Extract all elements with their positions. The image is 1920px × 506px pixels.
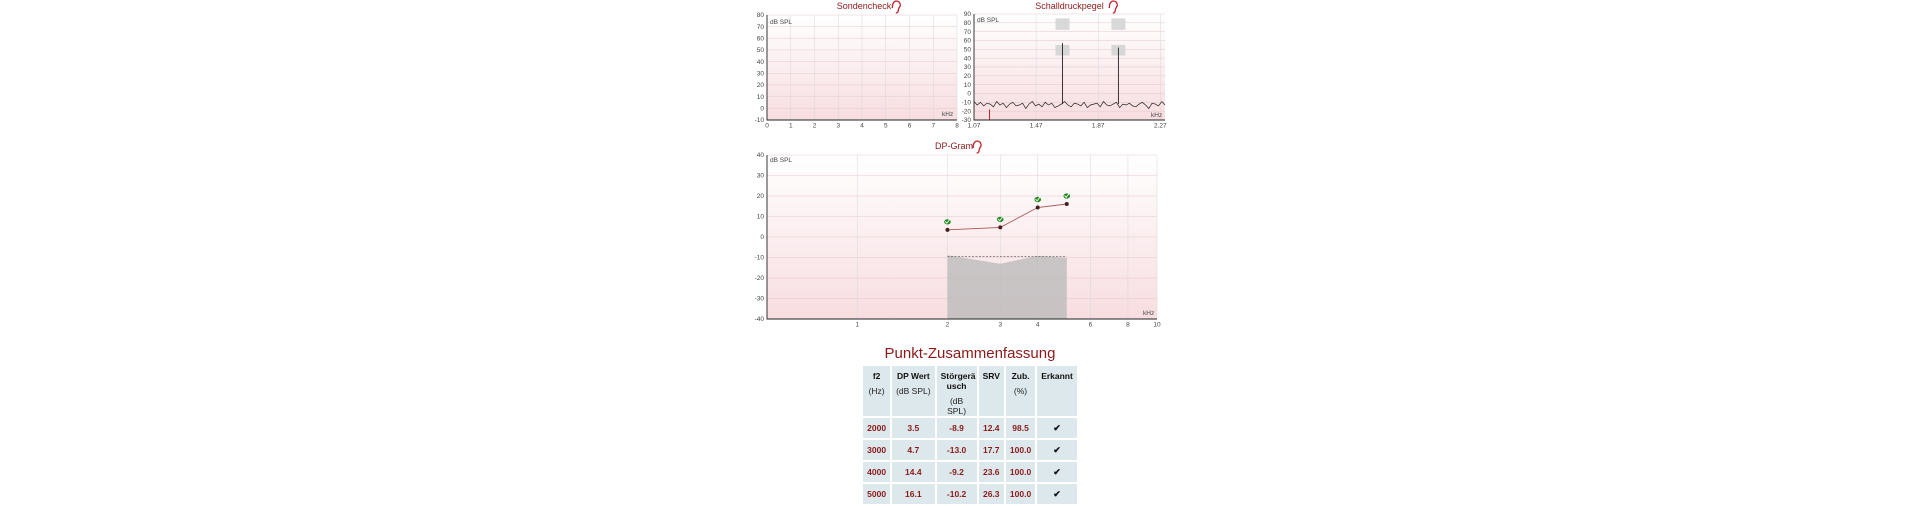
table-cell: 5000 [863, 484, 890, 504]
column-header-label: Zub. [1011, 371, 1030, 381]
y-tick-label: 10 [963, 81, 971, 89]
x-tick-label: 2 [812, 122, 817, 130]
table-row [863, 418, 1077, 438]
y-tick-label: 20 [963, 73, 971, 81]
x-tick-label: 7 [931, 122, 936, 130]
detected-check-cell: ✔ [1037, 462, 1077, 482]
table-cell: 3.5 [892, 418, 935, 438]
table-cell: 100.0 [1006, 484, 1035, 504]
panel-title: Schalldruckpegel [1035, 1, 1104, 11]
table-row [863, 462, 1077, 482]
y-unit-label: dB SPL [770, 19, 793, 26]
column-header [937, 366, 977, 416]
x-tick-label: 4 [1035, 321, 1040, 329]
y-tick-label: 80 [756, 12, 764, 20]
y-tick-label: -20 [961, 108, 971, 116]
detected-check-cell: ✔ [1037, 440, 1077, 460]
ear-icon [892, 1, 900, 13]
y-tick-label: 70 [963, 28, 971, 36]
y-tick-label: 0 [967, 90, 971, 98]
dp-point [945, 228, 949, 232]
table-cell: -13.0 [937, 440, 977, 460]
column-header-label: f2 [872, 371, 881, 381]
column-header-unit [983, 386, 1000, 396]
column-header [1037, 366, 1077, 416]
table-cell: -9.2 [937, 462, 977, 482]
x-tick-label: 1 [788, 122, 793, 130]
y-unit-label: dB SPL [770, 157, 793, 164]
y-tick-label: 30 [963, 64, 971, 72]
y-tick-label: 40 [963, 55, 971, 63]
stimulus-target-box [1111, 18, 1125, 29]
y-tick-label: 60 [756, 35, 764, 43]
x-unit-label: kHz [942, 111, 954, 118]
detected-check-icon [944, 219, 951, 224]
x-tick-label: 1.47 [1029, 122, 1043, 130]
y-tick-label: -10 [754, 117, 764, 125]
y-tick-label: 60 [963, 37, 971, 45]
y-tick-label: 10 [756, 213, 764, 221]
table-cell: 100.0 [1006, 462, 1035, 482]
column-header-label: DP Wert [896, 371, 930, 381]
y-tick-label: 80 [963, 20, 971, 28]
y-tick-label: -10 [754, 254, 764, 262]
column-header [863, 366, 890, 416]
column-header-unit: (Hz) [868, 386, 885, 396]
x-tick-label: 1.07 [967, 122, 981, 130]
x-tick-label: 5 [883, 122, 888, 130]
table-cell: -10.2 [937, 484, 977, 504]
ear-icon [973, 141, 981, 153]
x-unit-label: kHz [1151, 112, 1163, 119]
y-tick-label: 30 [756, 172, 764, 180]
column-header [892, 366, 935, 416]
dp-point [1036, 205, 1040, 209]
table-cell: 98.5 [1006, 418, 1035, 438]
column-header [979, 366, 1004, 416]
panel-title: DP-Gram [935, 141, 973, 151]
table-row [863, 440, 1077, 460]
point-summary [820, 345, 1120, 506]
y-tick-label: 50 [963, 46, 971, 54]
detected-check-cell: ✔ [1037, 484, 1077, 504]
column-header-unit [1041, 386, 1073, 396]
y-tick-label: 40 [756, 152, 764, 160]
y-tick-label: 90 [963, 11, 971, 19]
table-cell: 4000 [863, 462, 890, 482]
detected-check-icon [997, 217, 1004, 222]
column-header-label: Störgerä usch [940, 371, 976, 391]
y-tick-label: 40 [756, 58, 764, 66]
x-unit-label: kHz [1143, 310, 1155, 317]
table-cell: 17.7 [979, 440, 1004, 460]
x-tick-label: 1 [855, 321, 860, 329]
table-cell: 26.3 [979, 484, 1004, 504]
table-cell: 4.7 [892, 440, 935, 460]
probe-check-chart [750, 0, 970, 130]
x-tick-label: 3 [998, 321, 1003, 329]
dp-point [998, 225, 1002, 229]
column-header-unit: (dB SPL) [947, 396, 967, 416]
y-tick-label: -10 [961, 99, 971, 107]
y-tick-label: 20 [756, 82, 764, 90]
x-tick-label: 6 [1088, 321, 1093, 329]
x-tick-label: 2 [945, 321, 950, 329]
stimulus-target-box [1056, 18, 1070, 29]
column-header-label: SRV [982, 371, 1000, 381]
x-tick-label: 10 [1153, 321, 1161, 329]
y-tick-label: -40 [754, 316, 764, 324]
table-cell: -8.9 [937, 418, 977, 438]
table-row [863, 484, 1077, 504]
table-cell: 16.1 [892, 484, 935, 504]
column-header [1006, 366, 1035, 416]
table-cell: 100.0 [1006, 440, 1035, 460]
y-tick-label: 10 [756, 93, 764, 101]
spl-chart [960, 0, 1170, 130]
y-tick-label: 20 [756, 193, 764, 201]
x-tick-label: 0 [765, 122, 769, 130]
y-tick-label: 70 [756, 23, 764, 31]
x-tick-label: 6 [907, 122, 912, 130]
y-unit-label: dB SPL [977, 17, 1000, 24]
table-cell: 14.4 [892, 462, 935, 482]
summary-title: Punkt-Zusammenfassung [884, 345, 1056, 362]
x-tick-label: 8 [955, 122, 959, 130]
y-tick-label: 50 [756, 47, 764, 55]
y-tick-label: 30 [756, 70, 764, 78]
dp-point [1065, 202, 1069, 206]
column-header-label: Erkannt [1041, 371, 1073, 381]
x-tick-label: 1.87 [1091, 122, 1105, 130]
x-tick-label: 3 [836, 122, 841, 130]
y-tick-label: -30 [961, 117, 971, 125]
table-cell: 2000 [863, 418, 890, 438]
dp-gram-chart [750, 140, 1170, 330]
column-header-unit: (dB SPL) [896, 386, 931, 396]
table-cell: 12.4 [979, 418, 1004, 438]
column-header-unit: (%) [1013, 386, 1028, 396]
detected-check-icon [1034, 197, 1041, 202]
table-cell: 3000 [863, 440, 890, 460]
x-tick-label: 8 [1126, 321, 1130, 329]
y-tick-label: -20 [754, 275, 764, 283]
y-tick-label: 0 [760, 105, 764, 113]
noise-floor-area [947, 255, 1066, 319]
detected-check-icon [1063, 193, 1070, 198]
x-tick-label: 2.27 [1154, 122, 1167, 130]
y-tick-label: 0 [760, 234, 764, 242]
y-tick-label: -30 [754, 295, 764, 303]
table-cell: 23.6 [979, 462, 1004, 482]
ear-icon [1109, 1, 1117, 13]
summary-table [861, 364, 1079, 506]
x-tick-label: 4 [860, 122, 864, 130]
panel-title: Sondencheck [836, 1, 892, 11]
detected-check-cell: ✔ [1037, 418, 1077, 438]
